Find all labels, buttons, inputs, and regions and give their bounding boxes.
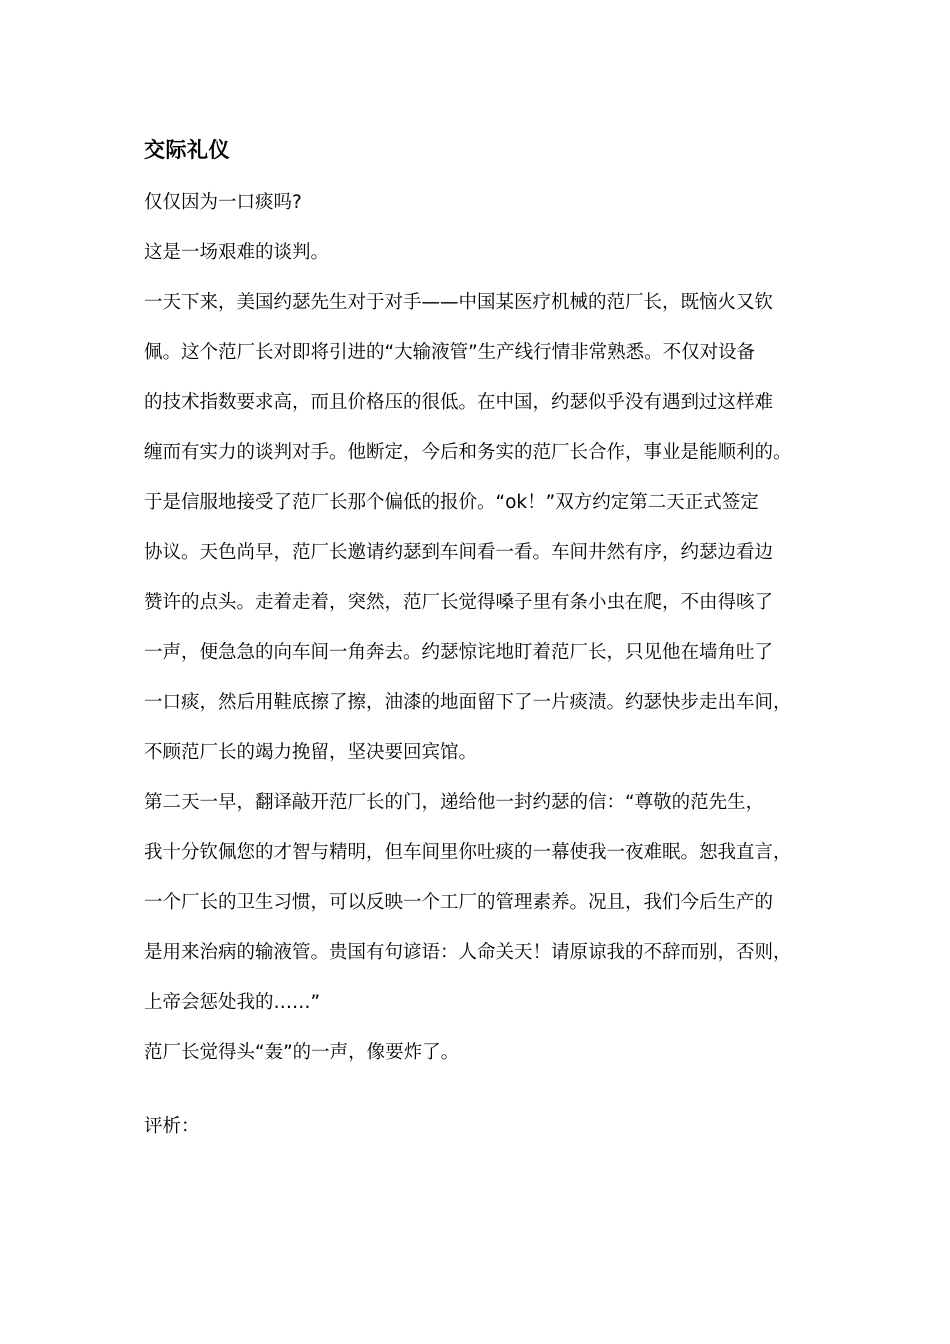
paragraph-line: 是用来治病的输液管。贵国有句谚语：人命关天！请原谅我的不辞而别，否则， [144, 942, 792, 963]
paragraph-line: 一天下来，美国约瑟先生对于对手——中国某医疗机械的范厂长，既恼火又钦 [144, 292, 774, 313]
paragraph-line: 一个厂长的卫生习惯，可以反映一个工厂的管理素养。况且，我们今后生产的 [144, 892, 774, 913]
paragraph-line: 不顾范厂长的竭力挽留，坚决要回宾馆。 [144, 742, 478, 763]
paragraph-line: 于是信服地接受了范厂长那个偏低的报价。“ok！”双方约定第二天正式签定 [144, 492, 759, 513]
paragraph-line: 上帝会惩处我的……” [144, 992, 321, 1013]
paragraph-line: 一口痰，然后用鞋底擦了擦，油漆的地面留下了一片痰渍。约瑟快步走出车间， [144, 692, 792, 713]
paragraph-line: 缠而有实力的谈判对手。他断定，今后和务实的范厂长合作，事业是能顺利的。 [144, 442, 792, 463]
subtitle: 仅仅因为一口痰吗? [144, 192, 302, 213]
paragraph-line: 佩。这个范厂长对即将引进的“大输液管”生产线行情非常熟悉。不仅对设备 [144, 342, 756, 363]
story-paragraph-2 [144, 778, 814, 1028]
document-title: 交际礼仪 [144, 138, 230, 162]
intro-paragraph: 这是一场艰难的谈判。 [144, 242, 330, 263]
section-spacer [144, 1078, 814, 1102]
paragraph-line: 协议。天色尚早，范厂长邀请约瑟到车间看一看。车间井然有序，约瑟边看边 [144, 542, 774, 563]
analysis-label: 评析： [144, 1116, 200, 1137]
story-paragraph-1 [144, 278, 814, 778]
paragraph-line: 第二天一早，翻译敲开范厂长的门，递给他一封约瑟的信：“尊敬的范先生， [144, 792, 765, 813]
paragraph-line: 的技术指数要求高，而且价格压的很低。在中国，约瑟似乎没有遇到过这样难 [144, 392, 774, 413]
paragraph-line: 赞许的点头。走着走着，突然，范厂长觉得嗓子里有条小虫在爬，不由得咳了 [144, 592, 774, 613]
paragraph-line: 我十分钦佩您的才智与精明，但车间里你吐痰的一幕使我一夜难眠。恕我直言， [144, 842, 792, 863]
story-paragraph-3: 范厂长觉得头“轰”的一声，像要炸了。 [144, 1042, 460, 1063]
document-page [144, 132, 814, 1152]
paragraph-line: 一声，便急急的向车间一角奔去。约瑟惊诧地盯着范厂长，只见他在墙角吐了 [144, 642, 774, 663]
